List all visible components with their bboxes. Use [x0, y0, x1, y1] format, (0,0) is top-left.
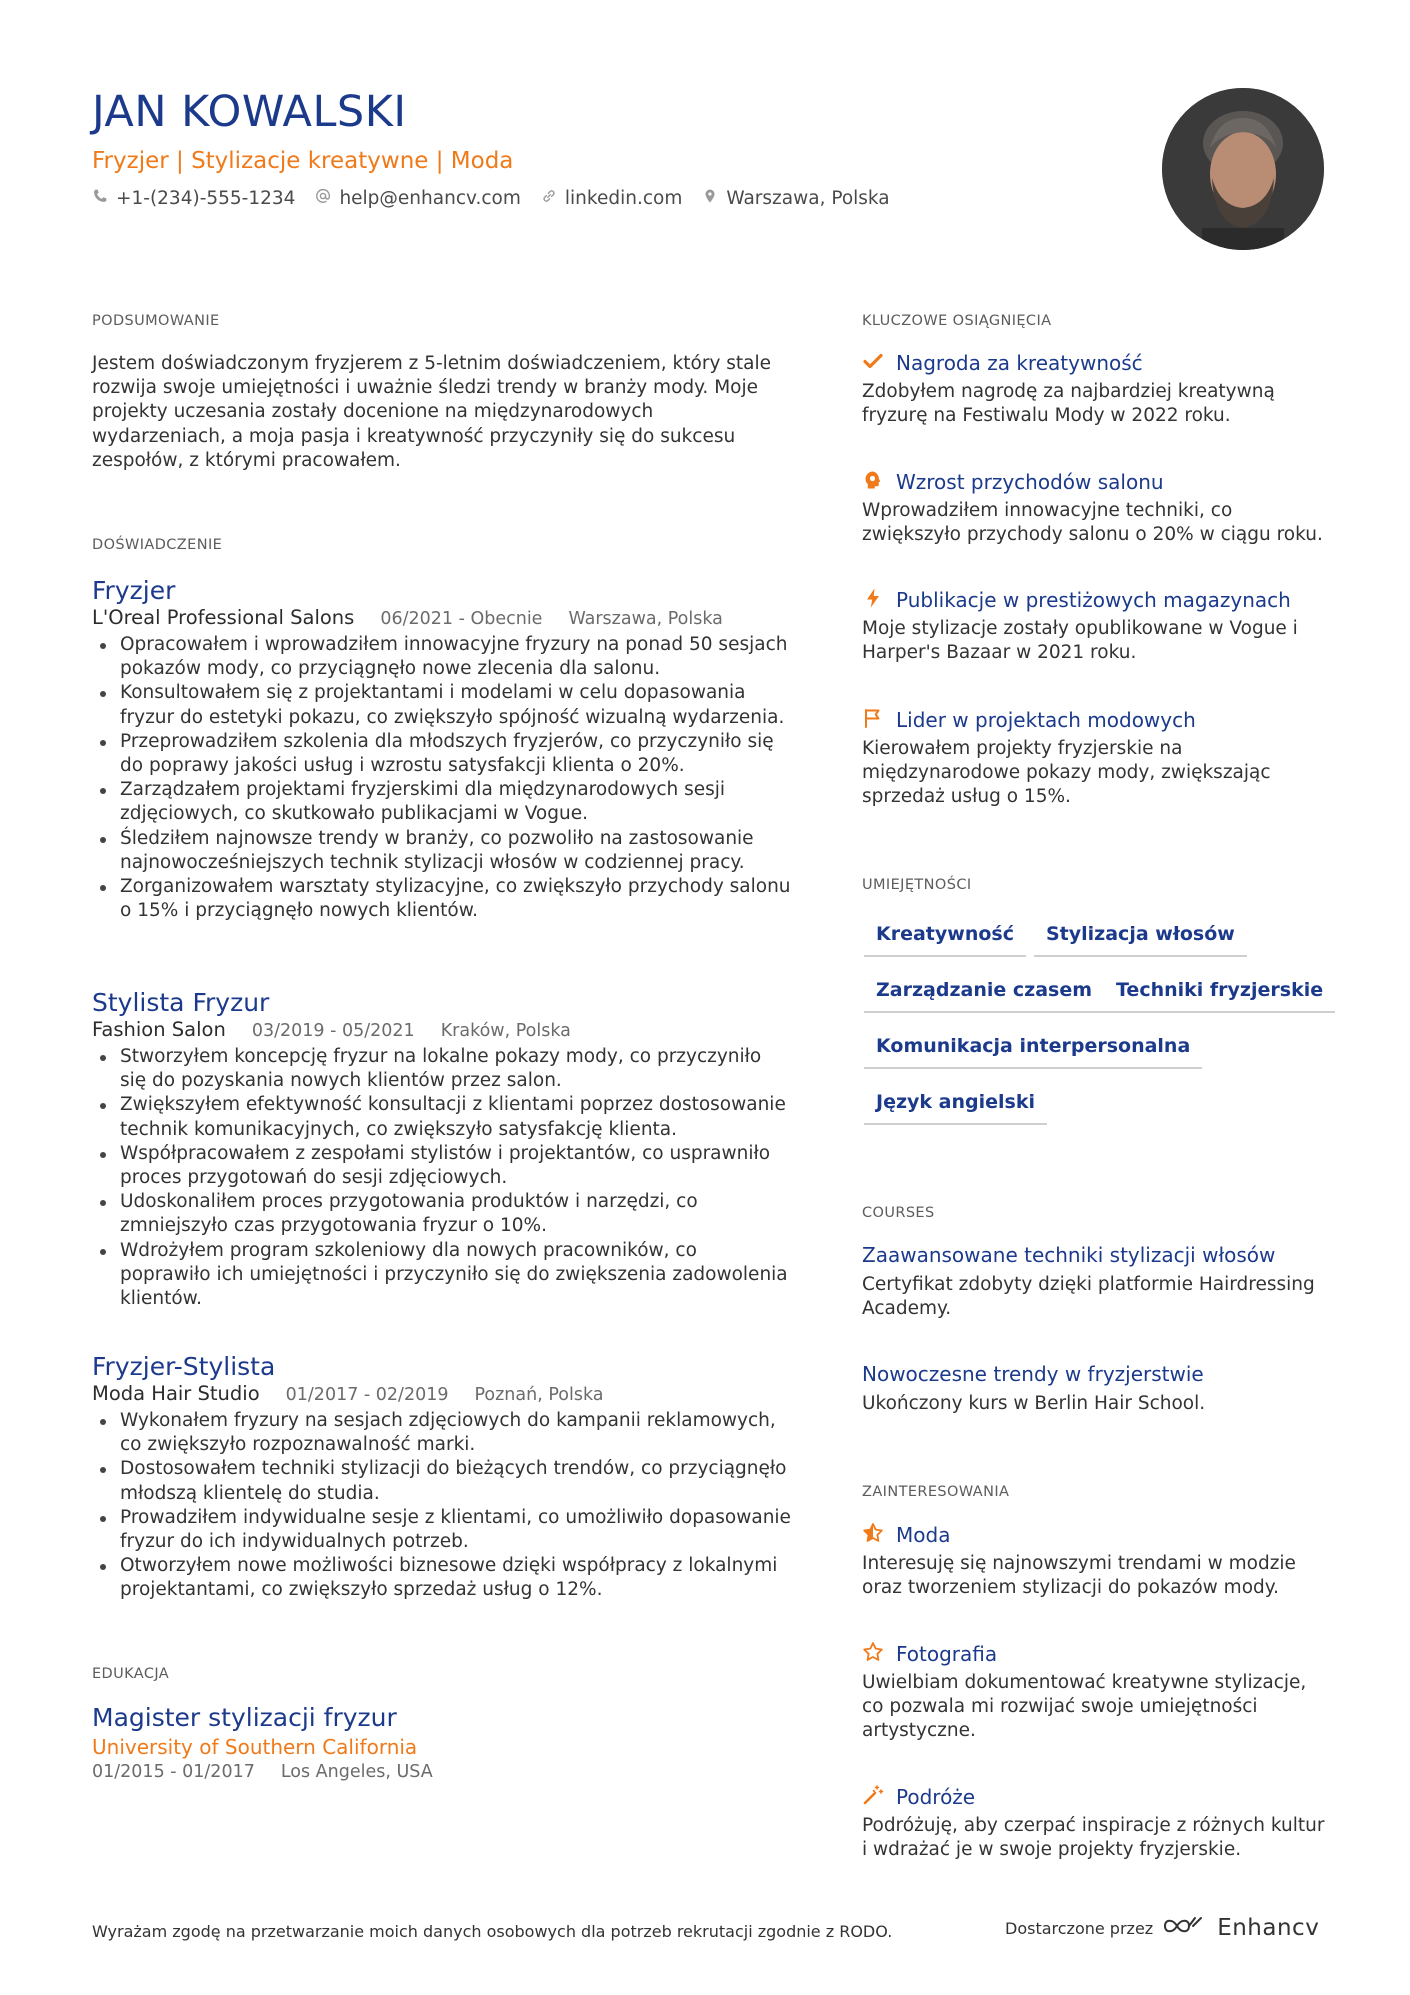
job-bullets — [92, 633, 792, 923]
enhancv-logo-icon — [1163, 1914, 1207, 1942]
job-title: Fryzjer — [92, 576, 176, 605]
achievement-desc: Zdobyłem nagrodę za najbardziej kreatywną fryzurę na Festiwalu Mody w 2022 roku. — [862, 381, 1275, 427]
bullet-item: Opracowałem i wprowadziłem innowacyjne fryzury na ponad 50 sesjach pokazów mody, co przyciągnęło nowe zlecenia dla salonu. — [92, 633, 792, 681]
bullet-item: Wdrożyłem program szkoleniowy dla nowych pracowników, co poprawiło ich umiejętności i przyczyniło się do zwiększenia zadowolenia klientów. — [92, 1239, 792, 1312]
interest-item — [862, 1639, 1332, 1744]
job-location: Warszawa, Polska — [568, 609, 723, 629]
job-company: Moda Hair Studio — [92, 1382, 260, 1405]
experience-item-2 — [92, 988, 792, 1311]
summary-section-title: PODSUMOWANIE — [92, 313, 220, 329]
job-meta — [92, 1018, 792, 1043]
education-meta — [92, 1760, 792, 1784]
achievement-desc: Moje stylizacje zostały opublikowane w Vogue i Harper's Bazaar w 2021 roku. — [862, 618, 1298, 664]
job-date: 01/2017 - 02/2019 — [285, 1385, 449, 1405]
job-company: Fashion Salon — [92, 1018, 226, 1041]
contact-location — [702, 188, 889, 209]
profile-photo — [1162, 88, 1324, 250]
education-location: Los Angeles, USA — [280, 1762, 433, 1782]
education-section-title: EDUKACJA — [92, 1666, 170, 1682]
skill-tag: Zarządzanie czasem — [864, 977, 1104, 1013]
skill-tag: Stylizacja włosów — [1034, 921, 1247, 957]
at-icon — [315, 188, 331, 209]
bullet-item: Śledziłem najnowsze trendy w branży, co pozwoliło na zastosowanie najnowocześniejszych technik stylizacji włosów w codziennej pracy. — [92, 827, 792, 875]
summary-text: Jestem doświadczonym fryzjerem z 5-letnim doświadczeniem, który stale rozwija swoje umiejętności i uważnie śledzi trendy w branży mody. Moje projekty uczesania zostały docenione na międzynarodowych wydarzeniach, a moja pasja i kreatywność przyczyniły się do sukcesu zespołów, z którymi pracowałem. — [92, 353, 772, 471]
consent-text: Wyrażam zgodę na przetwarzanie moich danych osobowych dla potrzeb rekrutacji zgodnie z RODO. — [92, 1922, 893, 1941]
powered-by-label: Dostarczone przez — [1005, 1918, 1154, 1938]
interest-desc: Interesuję się najnowszymi trendami w modzie oraz tworzeniem stylizacji do pokazów mody. — [862, 1553, 1296, 1599]
achievement-title: Publikacje w prestiżowych magazynach — [896, 588, 1291, 612]
interest-desc: Uwielbiam dokumentować kreatywne stylizacje, co pozwala mi rozwijać swoje umiejętności artystyczne. — [862, 1672, 1307, 1742]
achievement-title: Lider w projektach modowych — [896, 708, 1196, 732]
achievement-title: Nagroda za kreatywność — [896, 351, 1143, 375]
bullet-item: Udoskonaliłem proces przygotowania produktów i narzędzi, co zmniejszyło czas przygotowania fryzur o 10%. — [92, 1190, 792, 1238]
skill-tag: Komunikacja interpersonalna — [864, 1033, 1202, 1069]
check-icon — [862, 350, 884, 376]
experience-section-title: DOŚWIADCZENIE — [92, 537, 223, 553]
location-pin-icon — [702, 188, 718, 209]
education-degree: Magister stylizacji fryzur — [92, 1703, 397, 1732]
course-title: Nowoczesne trendy w fryzjerstwie — [862, 1362, 1204, 1386]
job-company: L'Oreal Professional Salons — [92, 606, 355, 629]
job-meta — [92, 606, 792, 631]
star-half-icon — [862, 1522, 884, 1548]
course-item — [862, 1360, 1332, 1416]
skill-tag: Język angielski — [864, 1089, 1047, 1125]
phone-icon — [92, 188, 108, 209]
bullet-item: Zarządzałem projektami fryzjerskimi dla międzynarodowych sesji zdjęciowych, co skutkowało publikacjami w Vogue. — [92, 778, 792, 826]
skill-tag: Kreatywność — [864, 921, 1026, 957]
contact-bar — [92, 184, 890, 212]
bullet-item: Zwiększyłem efektywność konsultacji z klientami poprzez dostosowanie technik komunikacyjnych, co zwiększyło satysfakcję klienta. — [92, 1093, 792, 1141]
linkedin-text: linkedin.com — [564, 187, 683, 209]
education-school: University of Southern California — [92, 1735, 418, 1759]
achievement-item — [862, 705, 1332, 810]
job-bullets — [92, 1045, 792, 1311]
achievement-desc: Wprowadziłem innowacyjne techniki, co zwiększyło przychody salonu o 20% w ciągu roku. — [862, 500, 1323, 546]
interest-title: Moda — [896, 1523, 951, 1547]
candidate-subtitle: Fryzjer | Stylizacje kreatywne | Moda — [92, 148, 514, 174]
job-meta — [92, 1382, 792, 1407]
bullet-item: Konsultowałem się z projektantami i modelami w celu dopasowania fryzur do estetyki pokazu, co zwiększyło spójność wizualną wydarzenia. — [92, 681, 792, 729]
bullet-item: Współpracowałem z zespołami stylistów i projektantów, co usprawniło proces przygotowań do sesji zdjęciowych. — [92, 1142, 792, 1190]
skills-section-title: UMIEJĘTNOŚCI — [862, 877, 972, 893]
job-date: 03/2019 - 05/2021 — [251, 1021, 415, 1041]
flag-icon — [862, 707, 884, 733]
powered-by — [1005, 1914, 1319, 1942]
course-title: Zaawansowane techniki stylizacji włosów — [862, 1243, 1276, 1267]
interest-title: Fotografia — [896, 1642, 998, 1666]
interests-section-title: ZAINTERESOWANIA — [862, 1484, 1010, 1500]
bullet-item: Stworzyłem koncepcję fryzur na lokalne pokazy mody, co przyczyniło się do pozyskania nowych klientów przez salon. — [92, 1045, 792, 1093]
achievement-item — [862, 585, 1332, 665]
course-desc: Certyfikat zdobyty dzięki platformie Hairdressing Academy. — [862, 1274, 1315, 1320]
bullet-item: Wykonałem fryzury na sesjach zdjęciowych do kampanii reklamowych, co zwiększyło rozpoznawalność marki. — [92, 1409, 792, 1457]
achievement-title: Wzrost przychodów salonu — [896, 470, 1164, 494]
achievement-item — [862, 348, 1332, 428]
interest-item — [862, 1520, 1332, 1600]
head-icon — [862, 469, 884, 495]
bullet-item: Dostosowałem techniki stylizacji do bieżących trendów, co przyciągnęło młodszą klientelę do studia. — [92, 1457, 792, 1505]
courses-section-title: COURSES — [862, 1205, 935, 1221]
contact-phone — [92, 188, 295, 209]
bullet-item: Otworzyłem nowe możliwości biznesowe dzięki współpracy z lokalnymi projektantami, co zwiększyło sprzedaż usług o 12%. — [92, 1554, 792, 1602]
candidate-name: JAN KOWALSKI — [92, 87, 407, 137]
achievement-desc: Kierowałem projekty fryzjerskie na międzynarodowe pokazy mody, zwiększając sprzedaż usług o 15%. — [862, 738, 1271, 808]
job-title: Stylista Fryzur — [92, 988, 270, 1017]
course-item — [862, 1241, 1332, 1321]
star-icon — [862, 1641, 884, 1667]
contact-email — [315, 188, 520, 209]
job-location: Poznań, Polska — [474, 1385, 604, 1405]
lightning-icon — [862, 587, 884, 613]
phone-text: +1-(234)-555-1234 — [116, 187, 296, 209]
job-date: 06/2021 - Obecnie — [380, 609, 543, 629]
job-bullets — [92, 1409, 792, 1603]
experience-item-3 — [92, 1352, 792, 1603]
location-text: Warszawa, Polska — [726, 187, 890, 209]
bullet-item: Prowadziłem indywidualne sesje z klientami, co umożliwiło dopasowanie fryzur do ich indywidualnych potrzeb. — [92, 1506, 792, 1554]
achievement-item — [862, 467, 1332, 547]
email-text: help@enhancv.com — [339, 187, 521, 209]
interest-title: Podróże — [896, 1785, 976, 1809]
bullet-item: Zorganizowałem warsztaty stylizacyjne, co zwiększyło przychody salonu o 15% i przyciągnęło nowych klientów. — [92, 875, 792, 923]
experience-item-1 — [92, 576, 792, 923]
job-title: Fryzjer-Stylista — [92, 1352, 276, 1381]
achievements-section-title: KLUCZOWE OSIĄGNIĘCIA — [862, 313, 1052, 329]
brand-name: Enhancv — [1217, 1915, 1320, 1941]
link-icon — [541, 188, 557, 209]
skill-tag: Techniki fryzjerskie — [1104, 977, 1335, 1013]
interest-desc: Podróżuję, aby czerpać inspiracje z różnych kultur i wdrażać je w swoje projekty fryzjerskie. — [862, 1815, 1325, 1861]
job-location: Kraków, Polska — [440, 1021, 571, 1041]
education-item — [92, 1702, 792, 1784]
interest-item — [862, 1782, 1332, 1862]
contact-linkedin — [541, 188, 682, 209]
course-desc: Ukończony kurs w Berlin Hair School. — [862, 1393, 1206, 1414]
bullet-item: Przeprowadziłem szkolenia dla młodszych fryzjerów, co przyczyniło się do poprawy jakości usług i wzrostu satysfakcji klienta o 20%. — [92, 730, 792, 778]
education-date: 01/2015 - 01/2017 — [92, 1762, 255, 1782]
magic-wand-icon — [862, 1784, 884, 1810]
